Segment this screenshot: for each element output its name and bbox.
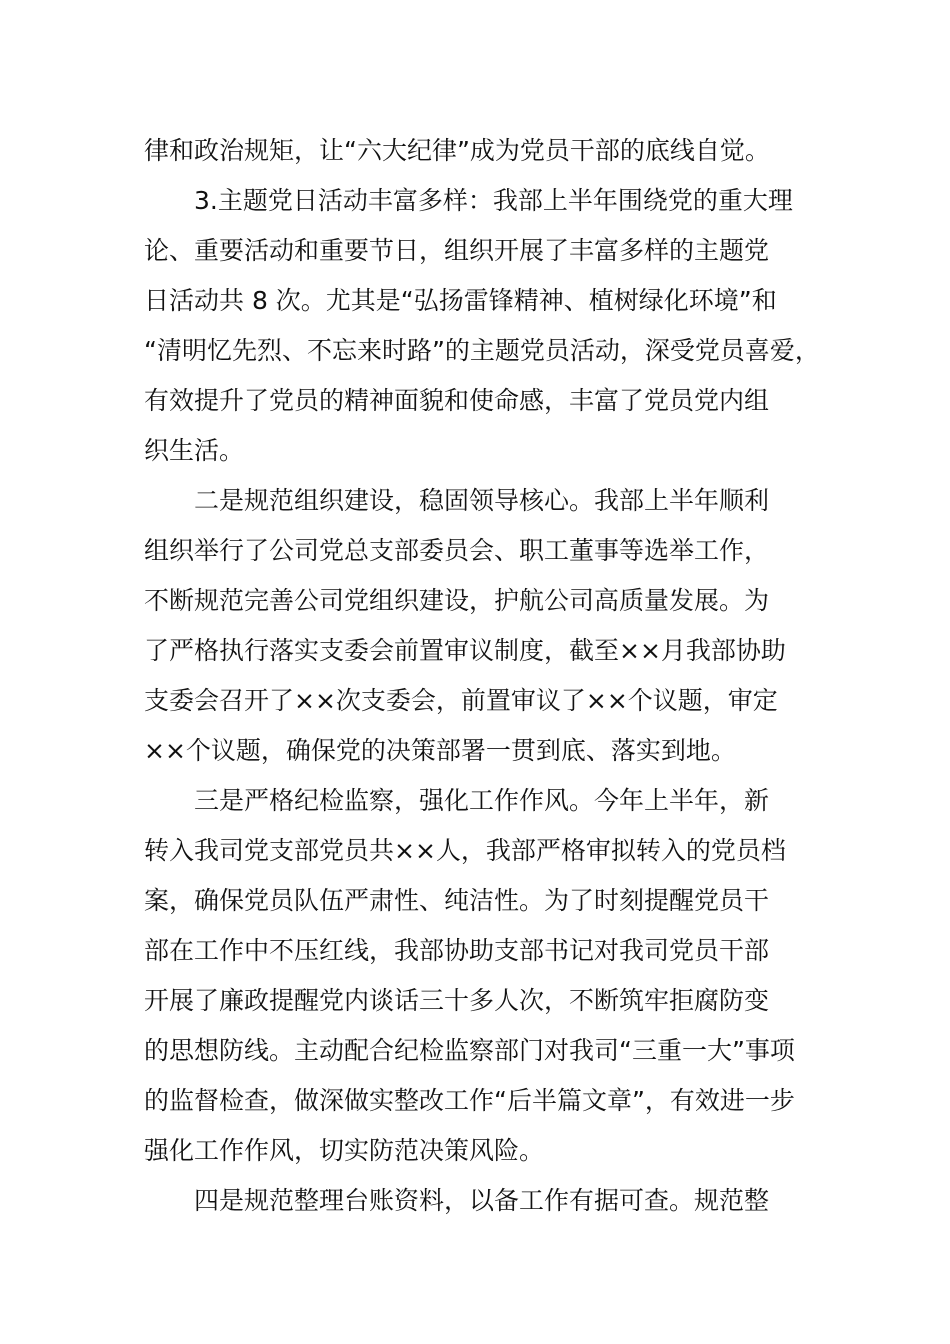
text-line: 四是规范整理台账资料，以备工作有据可查。规范整 — [194, 1186, 770, 1215]
text-line: 的监督检查，做深做实整改工作“后半篇文章”，有效进一步 — [144, 1086, 795, 1115]
text-line: 的思想防线。主动配合纪检监察部门对我司“三重一大”事项 — [144, 1036, 795, 1065]
text-line: 三是严格纪检监察，强化工作作风。今年上半年，新 — [194, 786, 770, 815]
text-line: 织生活。 — [144, 436, 245, 465]
text-line: 了严格执行落实支委会前置审议制度，截至××月我部协助 — [144, 636, 786, 665]
text-line: 部在工作中不压红线，我部协助支部书记对我司党员干部 — [144, 936, 770, 965]
text-line: 强化工作作风，切实防范决策风险。 — [144, 1136, 545, 1165]
text-line: 律和政治规矩，让“六大纪律”成为党员干部的底线自觉。 — [144, 136, 770, 165]
text-line: ××个议题，确保党的决策部署一贯到底、落实到地。 — [144, 736, 736, 765]
text-line: 案，确保党员队伍严肃性、纯洁性。为了时刻提醒党员干 — [144, 886, 770, 915]
text-line: 组织举行了公司党总支部委员会、职工董事等选举工作， — [144, 536, 770, 565]
text-line: 转入我司党支部党员共××人，我部严格审拟转入的党员档 — [144, 836, 786, 865]
text-line: 3.主题党日活动丰富多样：我部上半年围绕党的重大理 — [194, 186, 793, 215]
text-line: “清明忆先烈、不忘来时路”的主题党员活动，深受党员喜爱， — [144, 336, 820, 365]
text-line: 开展了廉政提醒党内谈话三十多人次，不断筑牢拒腐防变 — [144, 986, 770, 1015]
text-line: 有效提升了党员的精神面貌和使命感，丰富了党员党内组 — [144, 386, 770, 415]
text-line: 二是规范组织建设，稳固领导核心。我部上半年顺利 — [194, 486, 770, 515]
text-line: 不断规范完善公司党组织建设，护航公司高质量发展。为 — [144, 586, 770, 615]
text-line: 支委会召开了××次支委会，前置审议了××个议题，审定 — [144, 686, 778, 715]
text-line: 论、重要活动和重要节日，组织开展了丰富多样的主题党 — [144, 236, 770, 265]
text-line: 日活动共 8 次。尤其是“弘扬雷锋精神、植树绿化环境”和 — [144, 286, 777, 315]
